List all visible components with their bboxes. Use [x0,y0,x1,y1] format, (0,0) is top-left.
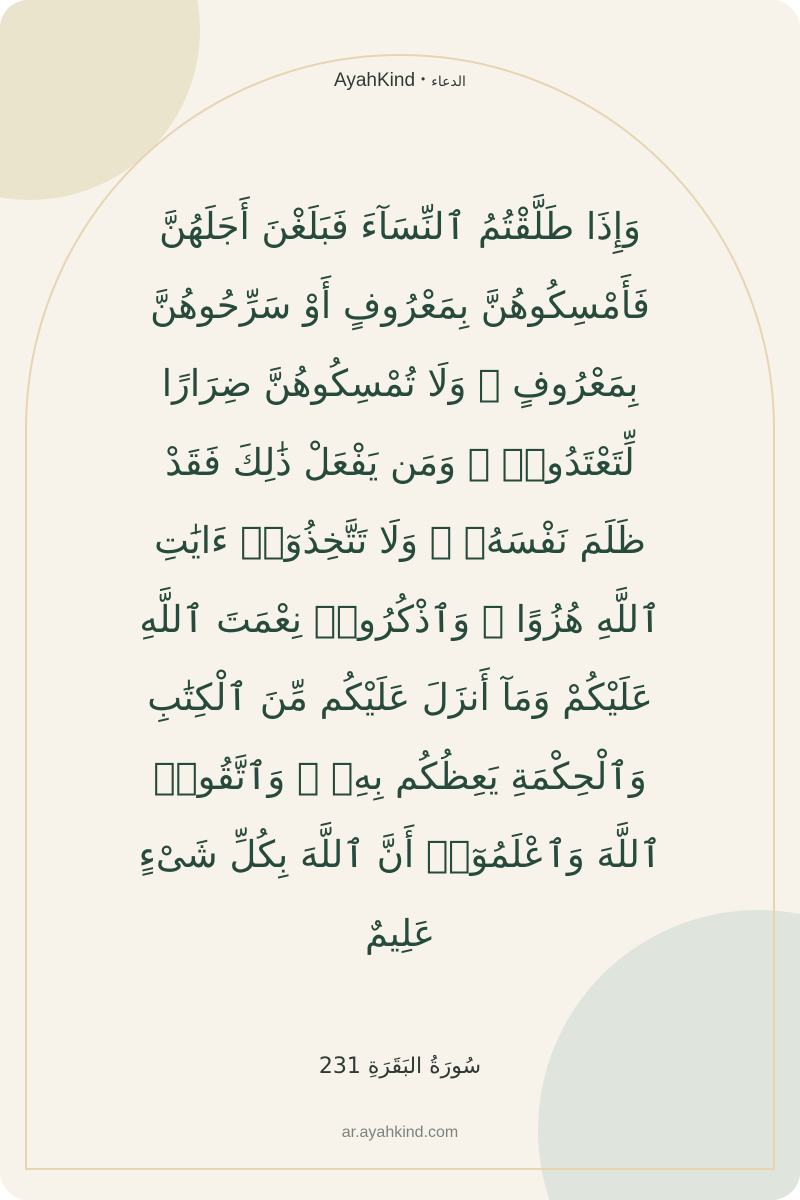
verse-text: وَإِذَا طَلَّقْتُمُ ٱلنِّسَآءَ فَبَلَغْنَ أَجَلَهُنَّ فَأَمْسِكُوهُنَّ بِمَعْرُوفٍ أَوْ سَرِّحُوهُنَّ بِمَعْرُوفٍ ۚ وَلَا تُمْسِكُوهُنَّ ضِرَارًا لِّتَعْتَدُوا۟ ۚ وَمَن يَفْعَلْ ذَٰلِكَ فَقَدْ ظَلَمَ نَفْسَهُۥ ۚ وَلَا تَتَّخِذُوٓا۟ ءَايَٰتِ ٱللَّهِ هُزُوًا ۚ وَٱذْكُرُوا۟ نِعْمَتَ ٱللَّهِ عَلَيْكُمْ وَمَآ أَنزَلَ عَلَيْكُم مِّنَ ٱلْكِتَٰبِ وَٱلْحِكْمَةِ يَعِظُكُم بِهِۦ ۚ وَٱتَّقُوا۟ ٱللَّهَ وَٱعْلَمُوٓا۟ أَنَّ ٱللَّهَ بِكُلِّ شَىْءٍ عَلِيمٌ [138,205,662,955]
website-link[interactable]: ar.ayahkind.com [341,1124,459,1141]
separator-dot: • [421,72,426,86]
category-label: الدعاء [431,74,466,90]
surah-reference [0,1054,800,1079]
surah-name: سُورَةُ البَقَرَةِ [367,1054,482,1079]
header [0,70,800,92]
ayah-number: 231 [318,1054,361,1079]
brand-name: AyahKind [334,70,416,91]
